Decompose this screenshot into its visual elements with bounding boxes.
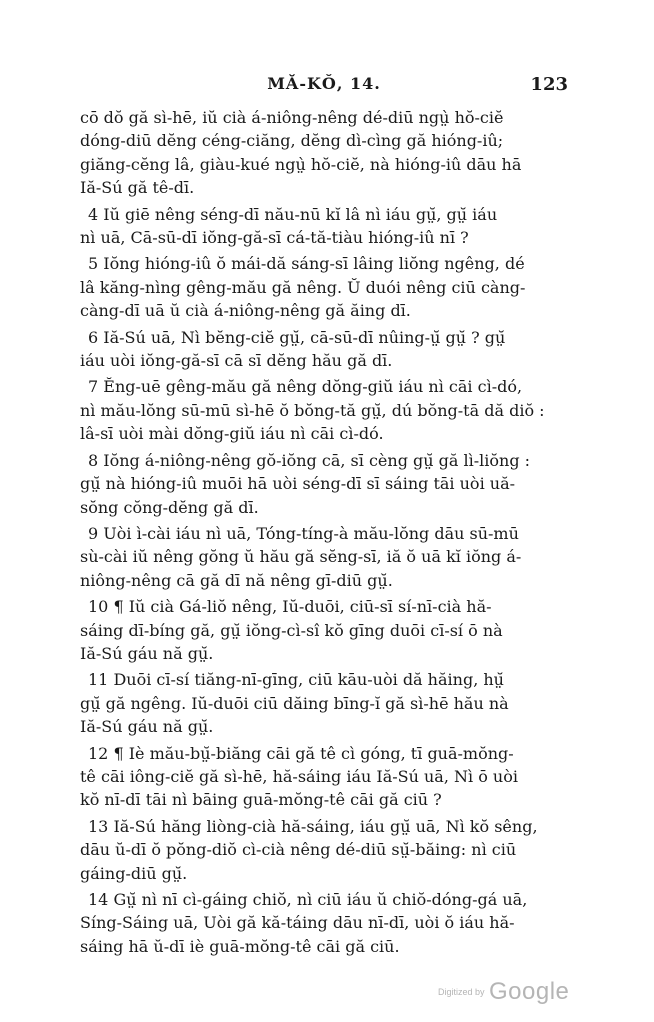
verse-paragraph bbox=[80, 668, 570, 738]
text-line: kŏ nī-dī tāi nì bāing guā-mŏng-tê cāi gă ciū ? bbox=[80, 790, 442, 810]
text-line: tê cāi iông-ciĕ gă sì-hē, hă-sáing iáu Iă-Sú uā, Nì ō uòi bbox=[80, 766, 518, 786]
verse-paragraph bbox=[80, 815, 570, 885]
body-text bbox=[80, 106, 570, 961]
text-line: 13 Iă-Sú hăng liòng-cià hă-sáing, iáu gṳ̆ uā, Nì kŏ sêng, bbox=[88, 816, 538, 836]
verse-paragraph bbox=[80, 375, 570, 445]
text-line: dóng-diū dĕng céng-ciăng, dĕng dì-cìng gă hióng-iû; bbox=[80, 131, 504, 151]
text-line: càng-dī uā ŭ cià á-niông-nêng gă ăing dī. bbox=[80, 301, 411, 321]
text-line: cō dŏ gă sì-hē, iŭ cià á-niông-nêng dé-diū ngṳ̀ hŏ-ciĕ bbox=[80, 108, 504, 127]
digitized-by-label: Digitized by bbox=[438, 987, 485, 997]
text-line: iáu uòi iŏng-gă-sī cā sī dĕng hău gă dī. bbox=[80, 351, 393, 371]
verse-paragraph bbox=[80, 449, 570, 519]
google-logo: Google bbox=[488, 978, 570, 1005]
text-line: gṳ̆ nà hióng-iû muōi hā uòi séng-dī sī sáing tāi uòi uă- bbox=[80, 474, 516, 494]
text-line: nì uā, Cā-sū-dī iŏng-gă-sī cá-tă-tiàu hióng-iû nī ? bbox=[80, 228, 469, 248]
text-line: 9 Uòi ì-cài iáu nì uā, Tóng-tíng-à mău-lŏng dāu sū-mū bbox=[88, 523, 519, 543]
text-line: 11 Duōi cī-sí tiăng-nī-gīng, ciū kāu-uòi dă hăing, hṳ̆ bbox=[88, 670, 504, 690]
verse-paragraph bbox=[80, 742, 570, 812]
text-line: sáing dī-bíng gă, gṳ̆ iŏng-cì-sî kŏ gīng duōi cī-sí ō nà bbox=[80, 620, 503, 640]
text-line: dāu ŭ-dī ŏ pŏng-diŏ cì-cià nêng dé-diū sṳ̆-băing: nì ciū bbox=[80, 840, 517, 860]
text-line: 12 ¶ Iè mău-bṳ̆-biăng cāi gă tê cì góng, tī guā-mŏng- bbox=[88, 743, 514, 763]
verse-paragraph bbox=[80, 203, 570, 250]
verse-paragraph bbox=[80, 106, 570, 200]
text-line: gṳ̆ gă ngêng. Iŭ-duōi ciū dăing bīng-ĭ gă sì-hē hău nà bbox=[80, 693, 509, 713]
verse-paragraph bbox=[80, 252, 570, 322]
running-title: MĂ-KŎ, 14. bbox=[267, 74, 381, 93]
text-line: 10 ¶ Iŭ cià Gá-liŏ nêng, Iŭ-duōi, ciū-sī sí-nī-cià hă- bbox=[88, 597, 492, 617]
text-line: Iă-Sú gáu nă gṳ̆. bbox=[80, 717, 214, 737]
text-line: sŏng cŏng-dĕng gă dī. bbox=[80, 497, 259, 517]
google-watermark bbox=[438, 978, 569, 1006]
text-line: 6 Iă-Sú uā, Nì bĕng-ciĕ gṳ̆, cā-sū-dī nûing-ṳ̆ gṳ̆ ? gṳ̆ bbox=[88, 327, 506, 347]
text-line: sù-cài iŭ nêng gŏng ŭ hău gă sĕng-sī, iă ŏ uā kĭ iŏng á- bbox=[80, 547, 522, 567]
text-line: nì mău-lŏng sū-mū sì-hē ŏ bŏng-tă gṳ̆, dú bŏng-tā dă diŏ : bbox=[80, 400, 545, 420]
text-line: lâ-sī uòi mài dŏng-giŭ iáu nì cāi cì-dó. bbox=[80, 424, 384, 444]
text-line: Iă-Sú gáu nă gṳ̆. bbox=[80, 643, 214, 663]
text-line: 14 Gṳ̆ nì nī cì-gáing chiŏ, nì ciū iáu ŭ chiŏ-dóng-gá uā, bbox=[88, 890, 528, 909]
verse-paragraph bbox=[80, 595, 570, 665]
text-line: gáing-diū gṳ̆. bbox=[80, 863, 188, 883]
text-line: 5 Iŏng hióng-iû ŏ mái-dă sáng-sī lâing liŏng ngêng, dé bbox=[88, 254, 525, 274]
verse-paragraph bbox=[80, 888, 570, 958]
text-line: sáing hā ŭ-dī iè guā-mŏng-tê cāi gă ciū. bbox=[80, 936, 400, 956]
text-line: Iă-Sú gă tê-dī. bbox=[80, 178, 195, 198]
verse-paragraph bbox=[80, 522, 570, 592]
page-header bbox=[80, 74, 568, 98]
text-line: 4 Iŭ giē nêng séng-dī nău-nū kĭ lâ nì iáu gṳ̆, gṳ̆ iáu bbox=[88, 204, 498, 224]
text-line: niông-nêng cā gă dī nă nêng gī-diū gṳ̆. bbox=[80, 570, 393, 590]
text-line: Síng-Sáing uā, Uòi gă kă-táing dāu nī-dī, uòi ŏ iáu hă- bbox=[80, 913, 515, 933]
text-line: 8 Iŏng á-niông-nêng gŏ-iŏng cā, sī cèng gṳ̆ gă lì-liŏng : bbox=[88, 450, 531, 470]
text-line: giăng-cĕng lâ, giàu-kué ngṳ̀ hŏ-ciĕ, nà hióng-iû dāu hā bbox=[80, 154, 522, 174]
text-line: 7 Ĕng-uē gêng-mău gă nêng dŏng-giŭ iáu nì cāi cì-dó, bbox=[88, 377, 523, 397]
verse-paragraph bbox=[80, 326, 570, 373]
text-line: lâ kăng-nìng gêng-mău gă nêng. Ŭ duói nêng ciū càng- bbox=[80, 277, 526, 297]
page-number: 123 bbox=[530, 74, 568, 95]
